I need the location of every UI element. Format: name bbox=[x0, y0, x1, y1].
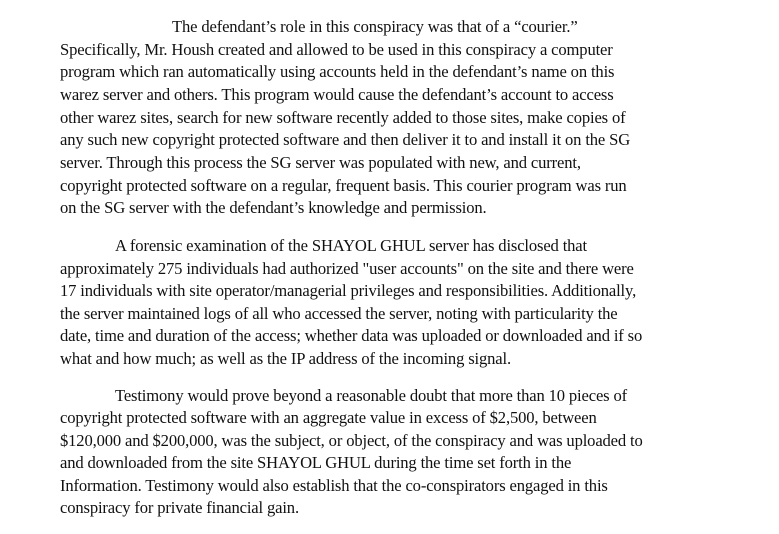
text-line: and downloaded from the site SHAYOL GHUL during the time set forth in the bbox=[60, 453, 572, 472]
text-line: server. Through this process the SG server was populated with new, and current, bbox=[60, 153, 581, 172]
text-line: Testimony would prove beyond a reasonable doubt that more than 10 pieces of bbox=[115, 386, 627, 405]
text-line: date, time and duration of the access; whether data was uploaded or downloaded and if so bbox=[60, 326, 643, 345]
text-line: other warez sites, search for new software recently added to those sites, make copies of bbox=[60, 108, 626, 127]
text-line: the server maintained logs of all who accessed the server, noting with particularity the bbox=[60, 304, 618, 323]
text-line: conspiracy for private financial gain. bbox=[60, 498, 299, 517]
text-line: approximately 275 individuals had authorized "user accounts" on the site and there were bbox=[60, 259, 634, 278]
text-line: copyright protected software with an aggregate value in excess of $2,500, between bbox=[60, 408, 597, 427]
text-line: $120,000 and $200,000, was the subject, or object, of the conspiracy and was uploaded to bbox=[60, 431, 643, 450]
text-line: Information. Testimony would also establish that the co-conspirators engaged in this bbox=[60, 476, 608, 495]
text-line: any such new copyright protected software and then deliver it to and install it on the SG bbox=[60, 130, 631, 149]
text-line: A forensic examination of the SHAYOL GHUL server has disclosed that bbox=[115, 236, 587, 255]
text-line: copyright protected software on a regular, frequent basis. This courier program was run bbox=[60, 176, 627, 195]
text-line: on the SG server with the defendant’s knowledge and permission. bbox=[60, 198, 487, 217]
text-line: warez server and others. This program would cause the defendant’s account to access bbox=[60, 85, 614, 104]
text-line: Specifically, Mr. Housh created and allowed to be used in this conspiracy a computer bbox=[60, 40, 613, 59]
text-line: The defendant’s role in this conspiracy was that of a “courier.” bbox=[172, 17, 578, 36]
text-line: program which ran automatically using accounts held in the defendant’s name on this bbox=[60, 62, 615, 81]
text-line: what and how much; as well as the IP address of the incoming signal. bbox=[60, 349, 511, 368]
text-line: 17 individuals with site operator/managerial privileges and responsibilities. Additionally, bbox=[60, 281, 637, 300]
